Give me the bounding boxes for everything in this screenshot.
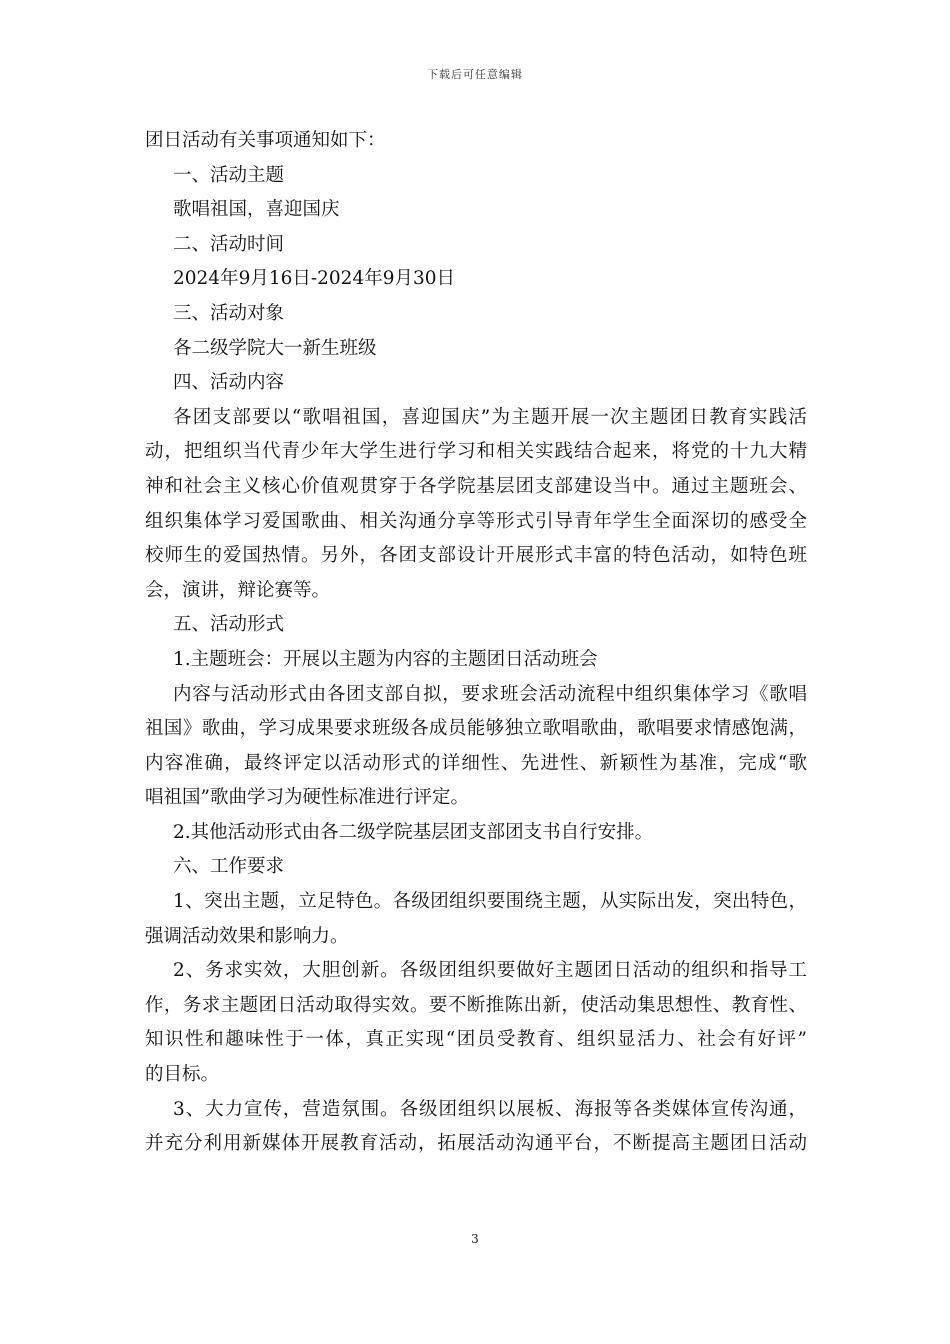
- text-line: 1.主题班会：开展以主题为内容的主题团日活动班会: [173, 648, 598, 670]
- text-line: 强调活动效果和影响力。: [145, 925, 349, 947]
- text-line: 并充分利用新媒体开展教育活动，拓展活动沟通平台，不断提高主题团日活动: [145, 1133, 807, 1155]
- text-line: 的目标。: [145, 1064, 220, 1086]
- text-line: 唱祖国”歌曲学习为硬性标准进行评定。: [145, 787, 469, 809]
- text-line: 各二级学院大一新生班级: [173, 337, 377, 359]
- text-line: 3、大力宣传，营造氛围。各级团组织以展板、海报等各类媒体宣传沟通，: [173, 1098, 807, 1120]
- text-line: 2024年9月16日-2024年9月30日: [173, 268, 456, 290]
- text-line: 各团支部要以“歌唱祖国，喜迎国庆”为主题开展一次主题团日教育实践活: [173, 406, 807, 428]
- text-line: 神和社会主义核心价值观贯穿于各学院基层团支部建设当中。通过主题班会、: [145, 475, 807, 497]
- text-line: 六、工作要求: [173, 856, 285, 878]
- text-line: 动，把组织当代青少年大学生进行学习和相关实践结合起来，将党的十九大精: [145, 441, 807, 463]
- text-line: 2、务求实效，大胆创新。各级团组织要做好主题团日活动的组织和指导工: [173, 960, 807, 982]
- text-line: 内容准确，最终评定以活动形式的详细性、先进性、新颖性为基准，完成“歌: [145, 752, 807, 774]
- page-header: 下载后可任意编辑: [427, 68, 523, 81]
- text-line: 会，演讲，辩论赛等。: [145, 579, 331, 601]
- text-line: 内容与活动形式由各团支部自拟，要求班会活动流程中组织集体学习《歌唱: [173, 683, 807, 705]
- text-line: 作，务求主题团日活动取得实效。要不断推陈出新，使活动集思想性、教育性、: [145, 994, 807, 1016]
- text-line: 歌唱祖国，喜迎国庆: [173, 199, 340, 221]
- text-line: 一、活动主题: [173, 164, 285, 186]
- text-line: 1、突出主题，立足特色。各级团组织要围绕主题，从实际出发，突出特色，: [173, 891, 807, 913]
- text-line: 祖国》歌曲，学习成果要求班级各成员能够独立歌唱歌曲，歌唱要求情感饱满，: [145, 718, 807, 740]
- text-line: 四、活动内容: [173, 372, 285, 394]
- text-line: 二、活动时间: [173, 233, 285, 255]
- text-line: 组织集体学习爱国歌曲、相关沟通分享等形式引导青年学生全面深切的感受全: [145, 510, 807, 532]
- text-line: 团日活动有关事项通知如下：: [145, 130, 386, 151]
- document-body: [145, 124, 807, 1162]
- text-line: 2.其他活动形式由各二级学院基层团支部团支书自行安排。: [173, 821, 654, 843]
- text-line: 校师生的爱国热情。另外，各团支部设计开展形式丰富的特色活动，如特色班: [145, 545, 807, 567]
- text-line: 三、活动对象: [173, 302, 285, 324]
- page-number: 3: [471, 1232, 479, 1246]
- text-line: 知识性和趣味性于一体，真正实现“团员受教育、组织显活力、社会有好评”: [145, 1029, 807, 1051]
- text-line: 五、活动形式: [173, 614, 285, 636]
